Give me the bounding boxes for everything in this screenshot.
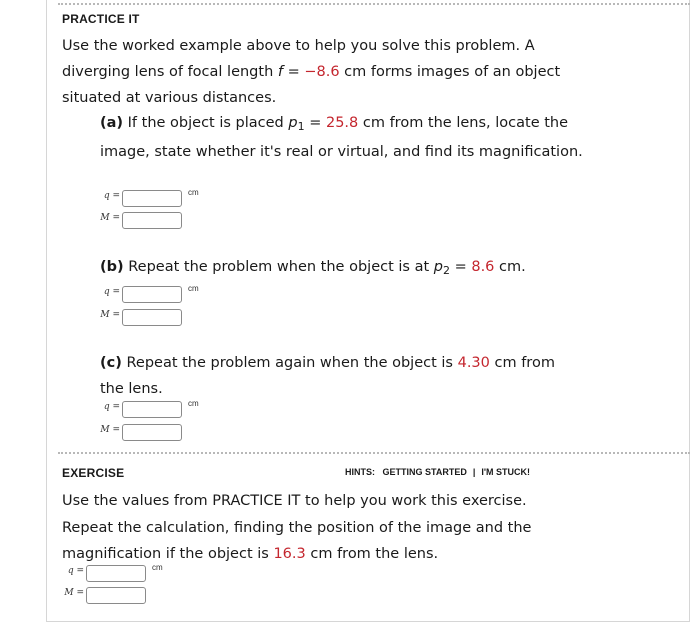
part-b-eq: =	[449, 259, 472, 275]
part-c-pre: Repeat the problem again when the object is	[121, 355, 458, 371]
part-a-text	[100, 109, 590, 166]
exercise-m-input[interactable]	[86, 587, 146, 604]
p1-var: p	[288, 115, 298, 131]
part-c-tag: (c)	[100, 355, 122, 371]
unit-label: cm	[152, 563, 163, 572]
part-a-m-input[interactable]	[122, 212, 182, 229]
hints-separator: |	[472, 467, 476, 477]
q-label: q =	[67, 566, 84, 576]
exercise-q-input[interactable]	[86, 565, 146, 582]
part-b-pre: Repeat the problem when the object is at	[123, 259, 434, 275]
exercise-text	[62, 488, 582, 568]
section-divider	[58, 452, 690, 454]
part-b-m-input[interactable]	[122, 309, 182, 326]
part-c-post: cm from the lens.	[100, 355, 555, 397]
intro-eq: =	[282, 64, 305, 80]
part-b-post: cm.	[494, 259, 526, 275]
exercise-heading: EXERCISE	[62, 466, 125, 480]
intro-text-start: Use the worked example above to help you solve this problem. A diverging lens of focal length	[62, 38, 535, 80]
m-label: M =	[100, 310, 120, 320]
p1-sub: 1	[297, 120, 305, 133]
unit-label: cm	[188, 284, 199, 293]
part-c-m-input[interactable]	[122, 424, 182, 441]
part-c-value: 4.30	[457, 355, 490, 371]
q-label: q =	[103, 402, 120, 412]
m-label: M =	[64, 588, 84, 598]
hint-getting-started-link[interactable]: GETTING STARTED	[382, 467, 467, 477]
m-label: M =	[100, 425, 120, 435]
part-a-q-input[interactable]	[122, 190, 182, 207]
part-b-text	[100, 254, 600, 281]
exercise-value: 16.3	[273, 546, 306, 562]
exercise-post: cm from the lens.	[305, 546, 439, 562]
p1-value: 25.8	[325, 115, 359, 131]
top-divider	[58, 3, 690, 5]
practice-intro	[62, 33, 572, 111]
hints-bar	[345, 467, 530, 477]
part-a-pre: If the object is placed	[123, 115, 289, 131]
practice-heading: PRACTICE IT	[62, 12, 140, 26]
part-b-tag: (b)	[100, 259, 124, 275]
focal-length-var: f	[277, 64, 283, 80]
part-c-q-input[interactable]	[122, 401, 182, 418]
p2-var: p	[433, 259, 443, 275]
hint-im-stuck-link[interactable]: I'M STUCK!	[481, 467, 531, 477]
part-b-q-input[interactable]	[122, 286, 182, 303]
part-a-eq: =	[304, 115, 326, 131]
unit-label: cm	[188, 399, 199, 408]
m-label: M =	[100, 213, 120, 223]
p2-sub: 2	[442, 264, 450, 277]
part-a-tag: (a)	[100, 115, 124, 131]
q-label: q =	[103, 191, 120, 201]
part-a-post: cm from the lens, locate the image, state whether it's real or virtual, and find its magnification.	[100, 115, 583, 160]
focal-length-value: −8.6	[304, 64, 340, 80]
part-c-text	[100, 350, 570, 402]
hints-label: HINTS:	[345, 467, 375, 477]
p2-value: 8.6	[471, 259, 495, 275]
exercise-pre: Use the values from PRACTICE IT to help you work this exercise. Repeat the calculation, finding the position of the image and the magnification if the object is	[62, 493, 532, 562]
q-label: q =	[103, 287, 120, 297]
unit-label: cm	[188, 188, 199, 197]
intro-text-end: cm forms images of an object situated at various distances.	[62, 64, 561, 106]
